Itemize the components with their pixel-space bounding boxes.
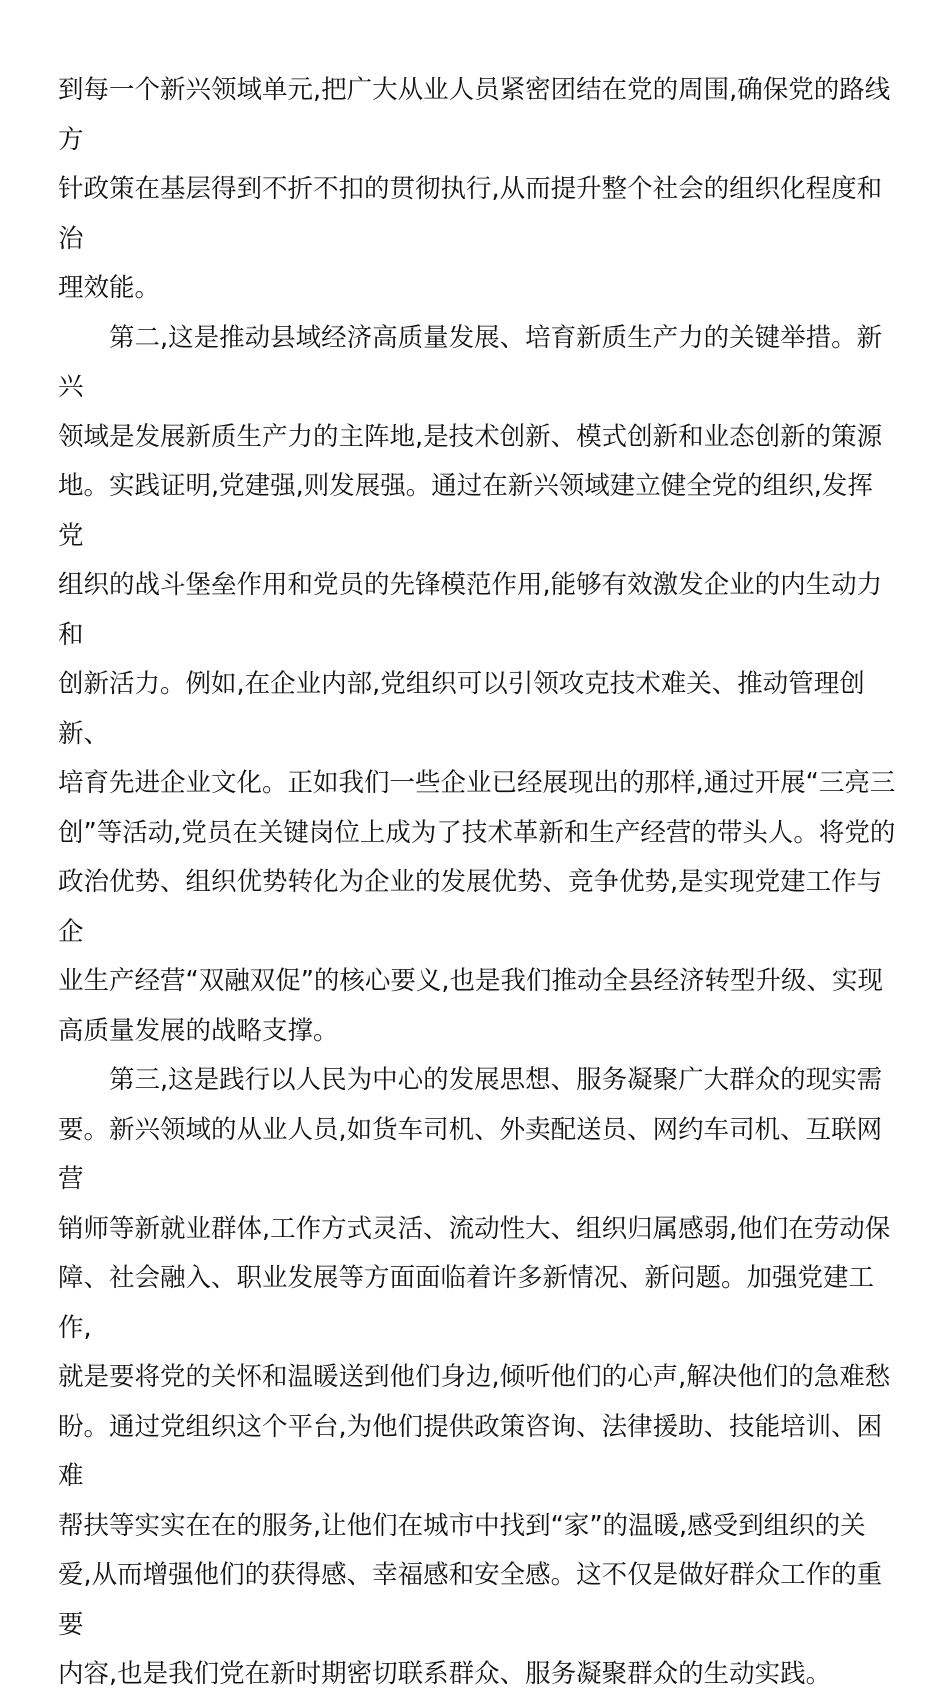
text-line: 到每一个新兴领域单元,把广大从业人员紧密团结在党的周围,确保党的路线方 [58, 75, 891, 155]
text-line: 针政策在基层得到不折不扣的贯彻执行,从而提升整个社会的组织化程度和治 [58, 174, 883, 254]
text-line: 要。新兴领域的从业人员,如货车司机、外卖配送员、网约车司机、互联网营 [58, 1114, 883, 1194]
document-page [58, 66, 896, 1700]
text-line: 领域是发展新质生产力的主阵地,是技术创新、模式创新和业态创新的策源 [58, 421, 883, 452]
text-line: 销师等新就业群体,工作方式灵活、流动性大、组织归属感弱,他们在劳动保 [58, 1213, 891, 1244]
text-line: 第二,这是推动县域经济高质量发展、培育新质生产力的关键举措。新兴 [58, 322, 883, 402]
text-line: 业生产经营“双融双促”的核心要义,也是我们推动全县经济转型升级、实现 [58, 966, 884, 996]
text-line: 帮扶等实实在在的服务,让他们在城市中找到“家”的温暖,感受到组织的关 [58, 1510, 866, 1541]
text-line: 创新活力。例如,在企业内部,党组织可以引领攻克技术难关、推动管理创新、 [58, 669, 865, 749]
text-line: 地。实践证明,党建强,则发展强。通过在新兴领域建立健全党的组织,发挥党 [58, 471, 873, 551]
text-line: 政治优势、组织优势转化为企业的发展优势、竞争优势,是实现党建工作与企 [58, 867, 883, 947]
text-line: 障、社会融入、职业发展等方面面临着许多新情况、新问题。加强党建工作, [58, 1263, 875, 1343]
text-line: 创”等活动,党员在关键岗位上成为了技术革新和生产经营的带头人。将党的 [58, 817, 896, 848]
text-line: 爱,从而增强他们的获得感、幸福感和安全感。这不仅是做好群众工作的重要 [58, 1560, 883, 1640]
paragraph-continuation [58, 66, 896, 314]
text-line: 就是要将党的关怀和温暖送到他们身边,倾听他们的心声,解决他们的急难愁 [58, 1362, 891, 1392]
text-line: 培育先进企业文化。正如我们一些企业已经展现出的那样,通过开展“三亮三 [58, 768, 896, 798]
text-line: 盼。通过党组织这个平台,为他们提供政策咨询、法律援助、技能培训、困难 [58, 1411, 883, 1491]
paragraph-third-point [58, 1056, 896, 1700]
text-line: 第三,这是践行以人民为中心的发展思想、服务凝聚广大群众的现实需 [109, 1065, 883, 1095]
text-line: 内容,也是我们党在新时期密切联系群众、服务凝聚群众的生动实践。 [58, 1659, 832, 1689]
text-line: 理效能。 [58, 273, 161, 303]
paragraph-second-point [58, 314, 896, 1057]
text-line: 组织的战斗堡垒作用和党员的先锋模范作用,能够有效激发企业的内生动力和 [58, 570, 883, 650]
text-line: 高质量发展的战略支撑。 [58, 1015, 339, 1046]
